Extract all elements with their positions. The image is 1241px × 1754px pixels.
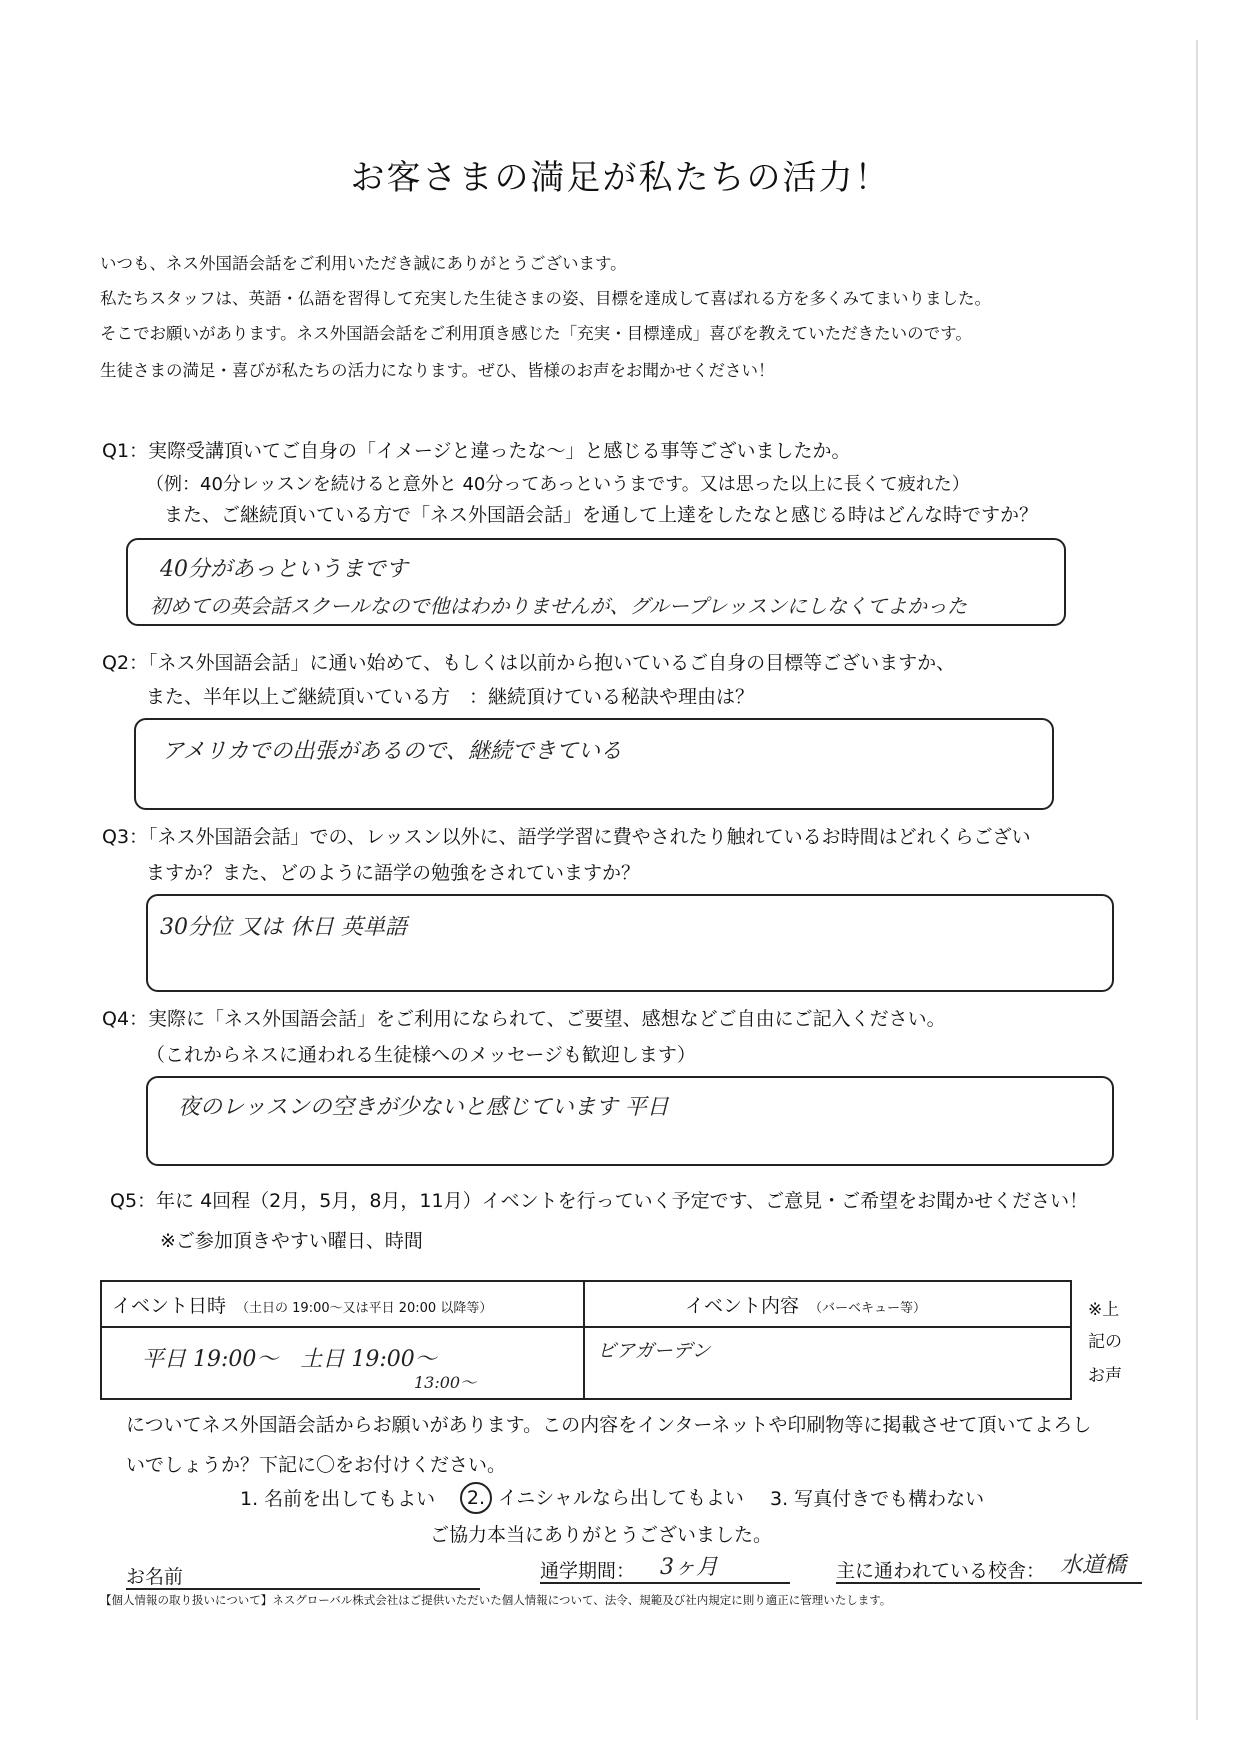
side-note-1: ※上 xyxy=(1088,1300,1120,1320)
event-datetime-answer: 平日 19:00～ 土日 19:00～ xyxy=(142,1347,437,1372)
name-label: お名前 xyxy=(126,1566,184,1588)
event-table xyxy=(100,1280,1072,1400)
event-datetime-cell[interactable] xyxy=(101,1327,584,1399)
q1-line-2: （例：40分レッスンを続けると意外と 40分ってあっというまです。又は思った以上に長くて疲れた） xyxy=(146,474,970,495)
q4-line-2: （これからネスに通われる生徒様へのメッセージも歓迎します） xyxy=(146,1044,696,1066)
school-label: 主に通われている校舎： xyxy=(836,1560,1046,1582)
q2-answer-line-1: アメリカでの出張があるので、継続できている xyxy=(162,739,623,764)
page-title: お客さまの満足が私たちの活力！ xyxy=(350,158,891,198)
name-field[interactable] xyxy=(126,1588,480,1590)
intro-line-3: そこでお願いがあります。ネス外国語会話をご利用頂き感じた「充実・目標達成」喜びを教えていただきたいのです。 xyxy=(100,324,972,343)
privacy-footer: 【個人情報の取り扱いについて】ネスグローバル株式会社はご提供いただいた個人情報について、法令、規範及び社内規定に則り適正に管理いたします。 xyxy=(100,1593,892,1607)
q3-line-1: Q3：「ネス外国語会話」での、レッスン以外に、語学学習に費やされたり触れているお時間はどれくらござい xyxy=(102,826,1031,848)
period-field[interactable] xyxy=(540,1582,790,1584)
side-note-2: 記の xyxy=(1088,1332,1122,1352)
q3-line-2: ますか？また、どのように語学の勉強をされていますか？ xyxy=(146,862,641,884)
q3-answer-box[interactable] xyxy=(146,894,1114,992)
event-datetime-answer-2: 13:00～ xyxy=(414,1373,477,1392)
q3-answer-line-1: 30分位 又は 休日 英単語 xyxy=(160,915,407,940)
event-content-answer: ビアガーデン xyxy=(597,1340,711,1362)
option-2[interactable] xyxy=(460,1482,744,1514)
option-3[interactable]: 3. 写真付きでも構わない xyxy=(770,1488,985,1510)
event-datetime-header: イベント日時 （土日の 19:00～又は平日 20:00 以降等） xyxy=(101,1281,584,1327)
q4-answer-line-1: 夜のレッスンの空きが少ないと感じています 平日 xyxy=(178,1095,669,1120)
thanks-text: ご協力本当にありがとうございました。 xyxy=(430,1524,773,1546)
scan-edge-line xyxy=(1196,40,1198,1720)
event-content-cell[interactable] xyxy=(584,1327,1071,1399)
school-value: 水道橋 xyxy=(1060,1553,1127,1578)
q2-line-2: また、半年以上ご継続頂いている方 ：継続頂けている秘訣や理由は？ xyxy=(146,686,755,708)
consent-line-1: についてネス外国語会話からお願いがあります。この内容をインターネットや印刷物等に掲載させて頂いてよろし xyxy=(126,1414,1092,1436)
q4-answer-box[interactable] xyxy=(146,1076,1114,1166)
q2-line-1: Q2：「ネス外国語会話」に通い始めて、もしくは以前から抱いているご自身の目標等ございますか、 xyxy=(102,652,956,674)
option-2-circle: 2. xyxy=(460,1482,492,1514)
consent-line-2: いでしょうか？下記に〇をお付けください。 xyxy=(126,1454,507,1476)
intro-line-2: 私たちスタッフは、英語・仏語を習得して充実した生徒さまの姿、目標を達成して喜ばれる方を多くみてまいりました。 xyxy=(100,289,991,308)
option-2-label: イニシャルなら出してもよい xyxy=(498,1487,744,1509)
period-label: 通学期間： xyxy=(540,1560,636,1582)
school-field[interactable] xyxy=(836,1582,1142,1584)
q1-line-1: Q1：実際受講頂いてご自身の「イメージと違ったな～」と感じる事等ございましたか。 xyxy=(102,440,851,462)
q2-answer-box[interactable] xyxy=(134,718,1054,810)
event-content-header: イベント内容 （バーベキュー等） xyxy=(584,1281,1071,1327)
period-value: 3ヶ月 xyxy=(660,1555,718,1580)
q5-line-1: Q5：年に 4回程（2月，5月，8月，11月）イベントを行っていく予定です、ご意見・ご希望をお聞かせください！ xyxy=(110,1190,1089,1212)
q1-answer-line-1: 40分があっというまです xyxy=(160,557,408,582)
q5-line-2: ※ご参加頂きやすい曜日、時間 xyxy=(160,1230,423,1252)
intro-line-1: いつも、ネス外国語会話をご利用いただき誠にありがとうございます。 xyxy=(100,254,627,273)
q1-answer-line-2: 初めての英会話スクールなので他はわかりませんが、グループレッスンにしなくてよかった xyxy=(150,594,967,618)
q1-line-3: また、ご継続頂いている方で「ネス外国語会話」を通して上達をしたなと感じる時はどんな時ですか？ xyxy=(164,504,1039,526)
intro-line-4: 生徒さまの満足・喜びが私たちの活力になります。ぜひ、皆様のお声をお聞かせください！ xyxy=(100,361,775,380)
option-1[interactable]: 1. 名前を出してもよい xyxy=(240,1488,436,1510)
q4-line-1: Q4：実際に「ネス外国語会話」をご利用になられて、ご要望、感想などご自由にご記入ください。 xyxy=(102,1008,946,1030)
q1-answer-box[interactable] xyxy=(126,538,1066,626)
side-note-3: お声 xyxy=(1088,1366,1122,1386)
